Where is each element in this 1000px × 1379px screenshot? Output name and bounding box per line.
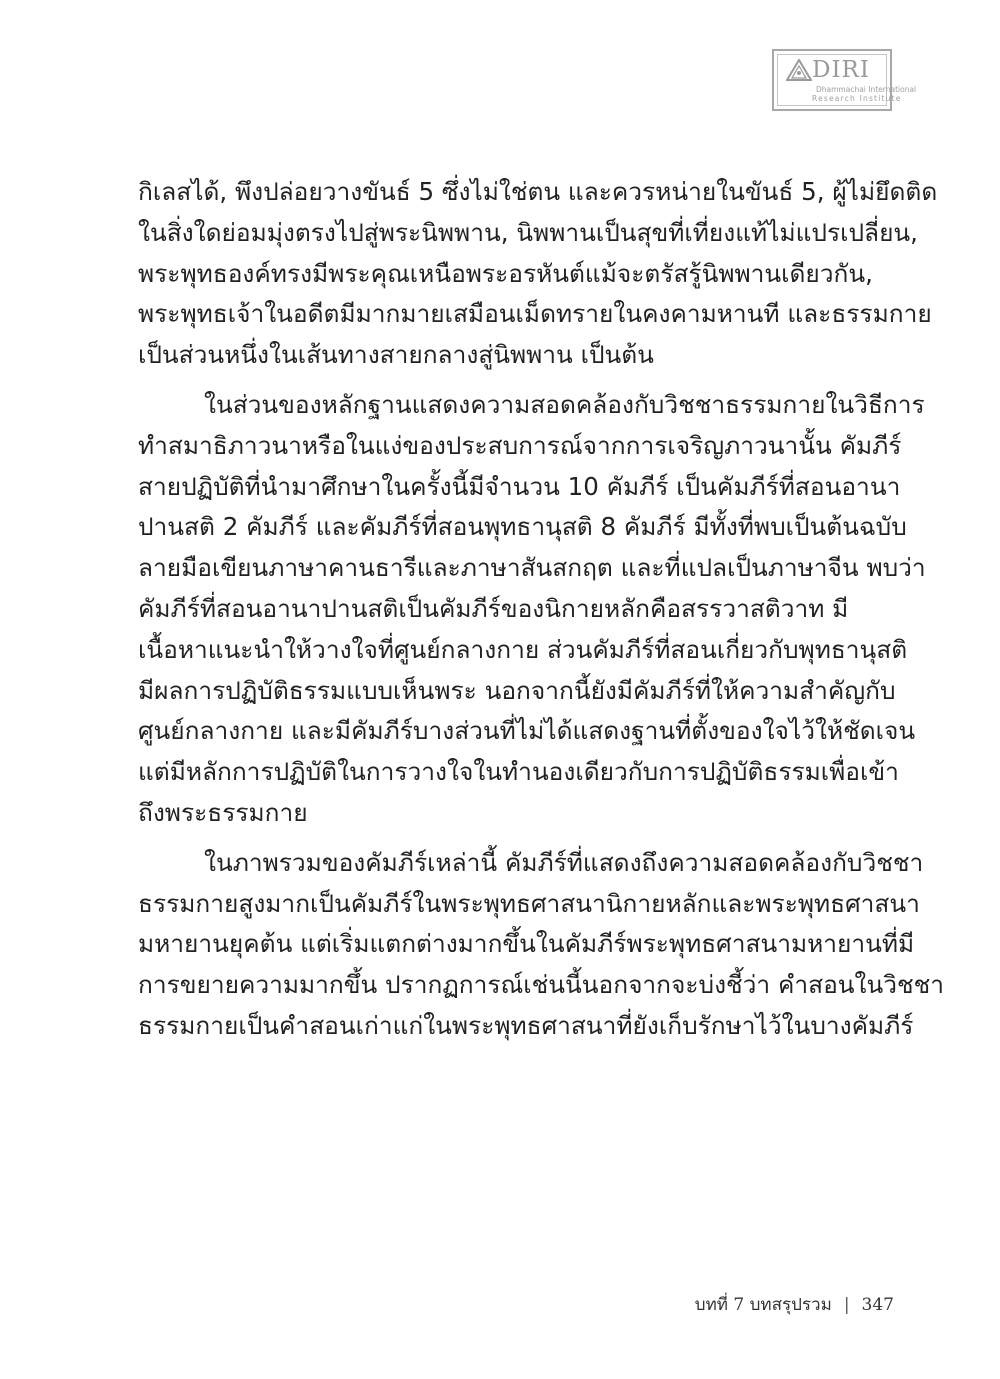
text-line: ในภาพรวมของคัมภีร์เหล่านี้ คัมภีร์ที่แสดงถึงความสอดคล้องกับวิชชา: [204, 847, 924, 877]
text-line: ธรรมกายสูงมากเป็นคัมภีร์ในพระพุทธศาสนานิกายหลักและพระพุทธศาสนา: [138, 888, 920, 918]
chapter-title: บทที่ 7 บทสรุปรวม: [694, 1295, 832, 1315]
text-line: การขยายความมากขึ้น ปรากฏการณ์เช่นนี้นอกจากจะบ่งชี้ว่า คำสอนในวิชชา: [138, 970, 945, 1000]
text-line: พระพุทธองค์ทรงมีพระคุณเหนือพระอรหันต์แม้จะตรัสรู้นิพพานเดียวกัน,: [138, 258, 873, 288]
text-line: ทำสมาธิภาวนาหรือในแง่ของประสบการณ์จากการเจริญภาวนานั้น คัมภีร์: [138, 430, 902, 460]
text-line: ธรรมกายเป็นคำสอนเก่าแก่ในพระพุทธศาสนาที่ยังเก็บรักษาไว้ในบางคัมภีร์: [138, 1010, 914, 1040]
paragraph-1: [138, 172, 938, 376]
text-line: มีผลการปฏิบัติธรรมแบบเห็นพระ นอกจากนี้ยังมีคัมภีร์ที่ให้ความสำคัญกับ: [138, 675, 896, 705]
body-text: [138, 172, 945, 1047]
logo-subtitle-line2: Research Institute: [812, 94, 902, 103]
text-line: คัมภีร์ที่สอนอานาปานสติเป็นคัมภีร์ของนิกายหลักคือสรรวาสติวาท มี: [138, 593, 849, 623]
footer-separator: |: [843, 1295, 850, 1315]
paragraph-3: [138, 843, 945, 1047]
text-line: ลายมือเขียนภาษาคานธารีและภาษาสันสกฤต และที่แปลเป็นภาษาจีน พบว่า: [138, 553, 926, 583]
triangle-logo-icon: [786, 59, 812, 81]
text-line: มหายานยุคต้น แต่เริ่มแตกต่างมากขึ้นในคัมภีร์พระพุทธศาสนามหายานที่มี: [138, 929, 915, 959]
text-line: เป็นส่วนหนึ่งในเส้นทางสายกลางสู่นิพพาน เป็นต้น: [138, 340, 654, 370]
text-line: สายปฏิบัติที่นำมาศึกษาในครั้งนี้มีจำนวน 10 คัมภีร์ เป็นคัมภีร์ที่สอนอานา: [138, 471, 901, 501]
page-number: 347: [861, 1295, 894, 1315]
logo-subtitle-line1: Dhammachai International: [816, 85, 917, 94]
page-footer: [560, 1291, 894, 1318]
paragraph-2: [138, 385, 926, 834]
text-line: ถึงพระธรรมกาย: [138, 797, 308, 827]
text-line: ปานสติ 2 คัมภีร์ และคัมภีร์ที่สอนพุทธานุสติ 8 คัมภีร์ มีทั้งที่พบเป็นต้นฉบับ: [138, 512, 907, 542]
text-line: ในส่วนของหลักฐานแสดงความสอดคล้องกับวิชชาธรรมกายในวิธีการ: [204, 389, 925, 419]
text-line: เนื้อหาแนะนำให้วางใจที่ศูนย์กลางกาย ส่วนคัมภีร์ที่สอนเกี่ยวกับพุทธานุสติ: [138, 634, 908, 664]
text-line: กิเลสได้, พึงปล่อยวางขันธ์ 5 ซึ่งไม่ใช่ตน และควรหน่ายในขันธ์ 5, ผู้ไม่ยึดติด: [138, 177, 938, 206]
text-line: ในสิ่งใดย่อมมุ่งตรงไปสู่พระนิพพาน, นิพพานเป็นสุขที่เที่ยงแท้ไม่แปรเปลี่ยน,: [138, 217, 918, 247]
text-line: แต่มีหลักการปฏิบัติในการวางใจในทำนองเดียวกับการปฏิบัติธรรมเพื่อเข้า: [138, 757, 899, 787]
text-line: พระพุทธเจ้าในอดีตมีมากมายเสมือนเม็ดทรายในคงคามหานที และธรรมกาย: [138, 299, 932, 329]
text-line: ศูนย์กลางกาย และมีคัมภีร์บางส่วนที่ไม่ได้แสดงฐานที่ตั้งของใจไว้ให้ชัดเจน: [138, 716, 916, 746]
logo-wordmark: DIRI: [812, 57, 870, 83]
diri-logo: [772, 49, 917, 111]
